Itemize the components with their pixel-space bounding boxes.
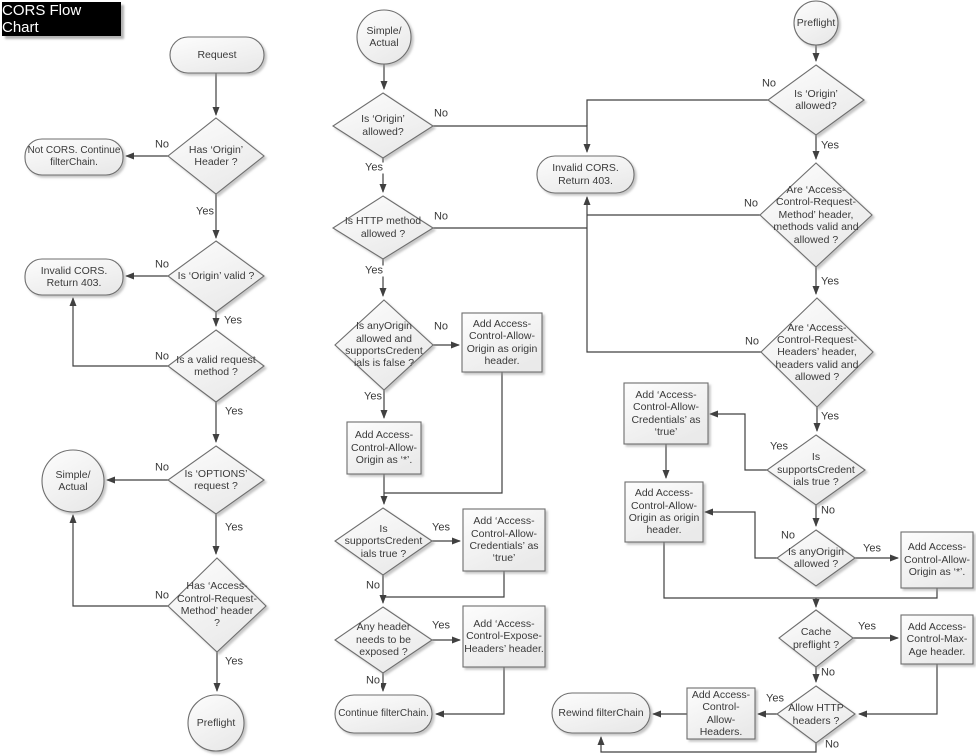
- node-supportscred-3: Is supportsCredent ials true ?: [777, 451, 855, 489]
- node-rewind: Rewind filterChain: [558, 706, 644, 719]
- shape-invalid-cors-2: [537, 156, 634, 193]
- node-credentials-2: Add ‘Access- Control-Allow- Credentials’ as ‘true’: [469, 515, 539, 565]
- shape-continue-chain: [335, 695, 432, 733]
- node-invalid-cors-2: Invalid CORS. Return 403.: [552, 162, 619, 187]
- edge-label: No: [154, 461, 170, 474]
- shape-allow-headers: [687, 688, 755, 739]
- node-cache-preflight: Cache preflight ?: [792, 626, 840, 651]
- shape-allow-http: [777, 686, 855, 743]
- edge-label: Yes: [432, 521, 450, 534]
- node-anyorigin-credfalse: Is anyOrigin allowed and supportsCredent ials is false ?: [345, 320, 423, 370]
- shape-max-age: [901, 615, 973, 664]
- edge-label: No: [365, 674, 381, 687]
- edge-origin2-no: [433, 126, 587, 152]
- edge-label: Yes: [225, 405, 243, 418]
- shape-origin-header-3: [625, 482, 703, 542]
- edge-cred3-yes: [710, 414, 767, 470]
- edge-label: Yes: [858, 620, 876, 633]
- node-has-acrm: Has ‘Access- Control-Request- Method’ header ?: [177, 580, 257, 630]
- node-origin-allowed-2: Is ‘Origin’ allowed?: [361, 113, 405, 138]
- node-simple-actual-1: Simple/ Actual: [55, 468, 91, 493]
- shape-preflight-2: [794, 1, 838, 45]
- edge-label: Yes: [224, 314, 242, 327]
- shape-origin-allowed-3: [768, 65, 864, 135]
- shape-has-acrm: [168, 558, 266, 652]
- edge-label: No: [154, 589, 170, 602]
- edge-label: No: [743, 197, 759, 210]
- shape-layer: [25, 1, 973, 751]
- edge-label: No: [154, 350, 170, 363]
- edge-label: No: [744, 335, 760, 348]
- shape-origin-valid: [168, 241, 264, 312]
- edge-label: Yes: [196, 205, 214, 218]
- shape-origin-star-2: [347, 422, 421, 474]
- shape-not-cors: [25, 139, 123, 175]
- node-continue-chain: Continue filterChain.: [338, 708, 429, 720]
- node-allow-headers: Add Access- Control- Allow- Headers.: [691, 688, 751, 738]
- edge-label: No: [824, 738, 840, 751]
- shape-anyorigin-credfalse: [335, 300, 433, 390]
- shape-rewind: [552, 693, 650, 733]
- shape-header-exposed: [335, 607, 432, 673]
- edge-label: Yes: [863, 542, 881, 555]
- node-origin-header-2: Add Access- Control-Allow- Origin as origin header.: [466, 317, 538, 367]
- edge-label: No: [154, 258, 170, 271]
- shape-http-method: [333, 196, 433, 259]
- edge-label: Yes: [821, 410, 839, 423]
- edge-label: Yes: [365, 264, 383, 277]
- node-has-origin-header: Has ‘Origin’ Header ?: [188, 143, 244, 168]
- node-valid-method: Is a valid request method ?: [176, 353, 256, 378]
- edge-maxage-out: [859, 664, 937, 714]
- shape-acrh-valid: [761, 298, 873, 407]
- edge-label: No: [433, 107, 449, 120]
- node-max-age: Add Access- Control-Max- Age header.: [906, 620, 968, 658]
- edge-label: Yes: [225, 655, 243, 668]
- node-acrm-valid: Are ‘Access- Control-Request- Method’ header, methods valid and allowed ?: [773, 184, 859, 246]
- node-simple-actual-2: Simple/ Actual: [366, 24, 402, 49]
- node-not-cors: Not CORS. Continue filterChain.: [27, 145, 121, 168]
- shape-options-request: [168, 446, 264, 514]
- node-invalid-cors-1: Invalid CORS. Return 403.: [40, 264, 108, 289]
- edge-label: Yes: [225, 521, 243, 534]
- edge-label: No: [780, 529, 796, 542]
- node-expose-headers: Add ‘Access- Control-Expose- Headers’ header.: [464, 617, 544, 655]
- edge-label: Yes: [770, 440, 788, 453]
- node-credentials-3: Add ‘Access- Control-Allow- Credentials’ as ‘true’: [631, 388, 701, 438]
- node-origin-header-3: Add Access- Control-Allow- Origin as origin header.: [628, 487, 700, 537]
- shape-origin-allowed-2: [333, 93, 433, 158]
- edge-label: No: [433, 210, 449, 223]
- edge-cred2-out: [384, 571, 504, 597]
- edge-label: Yes: [821, 139, 839, 152]
- shape-valid-method: [168, 330, 264, 402]
- node-supportscred-2: Is supportsCredent ials true ?: [344, 522, 423, 560]
- node-preflight-1: Preflight: [196, 716, 236, 729]
- shape-acrm-valid: [760, 163, 872, 267]
- edge-label: Yes: [365, 161, 383, 174]
- node-origin-allowed-3: Is ‘Origin’ allowed?: [794, 87, 838, 112]
- node-origin-star-2: Add Access- Control-Allow- Origin as ‘*’.: [351, 429, 417, 467]
- edge-label: No: [820, 666, 836, 679]
- edge-origin3-no: [587, 100, 768, 126]
- shape-has-origin-header: [168, 118, 264, 194]
- edge-exposehdr-out: [436, 667, 504, 714]
- node-options-request: Is ‘OPTIONS’ request ?: [184, 467, 248, 492]
- node-allow-http: Allow HTTP headers ?: [788, 702, 844, 727]
- shape-request: [170, 37, 264, 73]
- node-origin-star-3: Add Access- Control-Allow- Origin as ‘*’.: [904, 541, 970, 579]
- shape-simple-actual-2: [357, 10, 411, 64]
- shape-invalid-cors-1: [25, 259, 123, 295]
- shape-simple-actual-1: [42, 450, 104, 512]
- shape-credentials-3: [624, 383, 708, 444]
- shape-cache-preflight: [779, 610, 853, 667]
- node-preflight-2: Preflight: [796, 16, 836, 29]
- edge-label: Yes: [821, 275, 839, 288]
- shape-expose-headers: [463, 606, 545, 667]
- chart-title: CORS Flow Chart: [2, 2, 121, 36]
- shape-origin-star-3: [901, 532, 973, 588]
- shape-credentials-2: [463, 509, 545, 571]
- node-acrh-valid: Are ‘Access- Control-Request- Headers’ header, headers valid and allowed ?: [775, 321, 859, 384]
- shape-preflight-1: [188, 695, 244, 751]
- node-anyorigin-3: Is anyOrigin allowed ?: [787, 545, 845, 570]
- node-origin-valid: Is ‘Origin’ valid ?: [177, 270, 255, 283]
- edge-label: No: [365, 579, 381, 592]
- shape-origin-header-2: [462, 313, 542, 372]
- edge-label: Yes: [766, 692, 784, 705]
- edge-label: No: [761, 77, 777, 90]
- edge-anyorigin3-no: [705, 512, 777, 558]
- shape-supportscred-2: [335, 508, 432, 575]
- edge-label: No: [820, 504, 836, 517]
- edge-acrh-no: [587, 197, 761, 352]
- node-http-method: Is HTTP method allowed ?: [344, 215, 422, 240]
- edge-label: Yes: [364, 390, 382, 403]
- node-header-exposed: Any header needs to be exposed ?: [356, 621, 411, 659]
- edge-label: No: [433, 320, 449, 333]
- edge-label: Yes: [432, 619, 450, 632]
- edge-label: No: [154, 138, 170, 151]
- node-request: Request: [197, 48, 237, 61]
